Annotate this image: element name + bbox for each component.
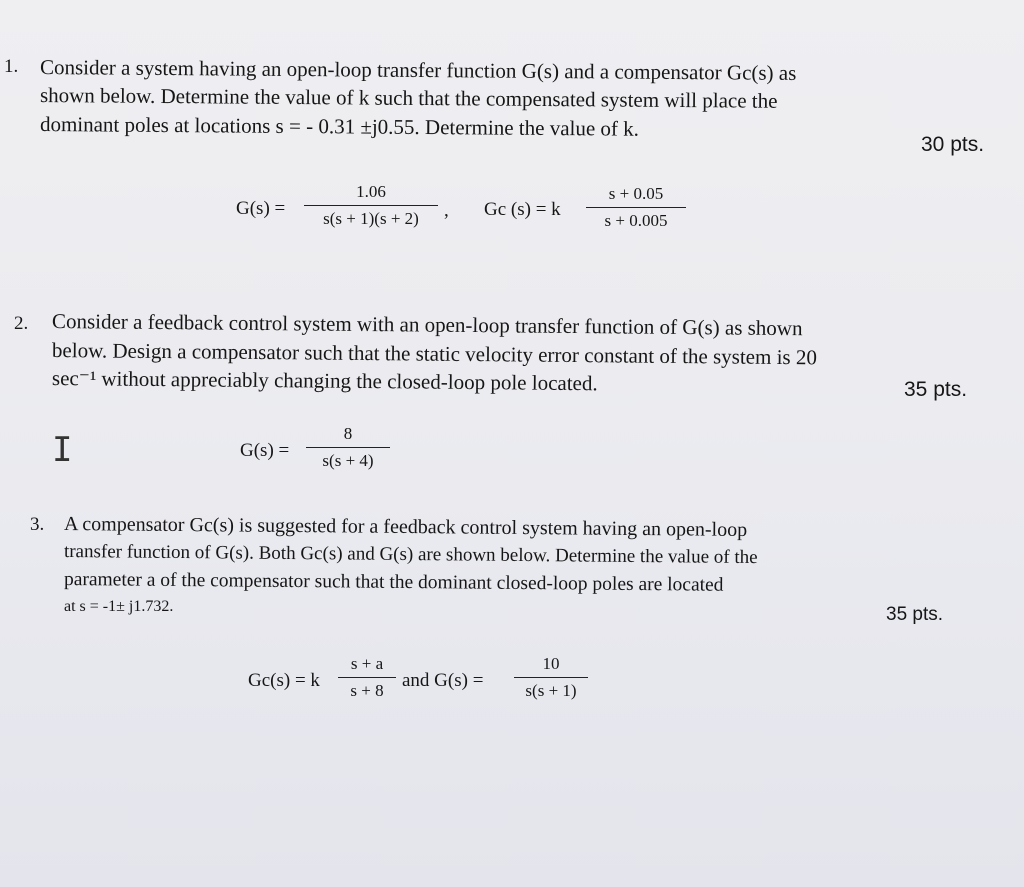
problem-text-line: below. Design a compensator such that the static velocity error constant of the system is 20 <box>51 338 818 370</box>
fraction <box>304 182 438 229</box>
denominator: s(s + 1) <box>525 681 577 700</box>
problem-text-line: sec⁻¹ without appreciably changing the closed-loop pole located. <box>51 366 598 396</box>
problem-number: 3. <box>30 514 45 535</box>
problem-text-line: Consider a feedback control system with an open-loop transfer function of G(s) as shown <box>51 309 803 341</box>
problem-text-line: A compensator Gc(s) is suggested for a feedback control system having an open-loop <box>63 513 748 541</box>
equation-lhs: and G(s) = <box>402 670 484 691</box>
problem-text-line: parameter a of the compensator such that the dominant closed-loop poles are located <box>63 569 724 596</box>
denominator: s(s + 4) <box>322 451 374 470</box>
problem-text-line: transfer function of G(s). Both Gc(s) and G(s) are shown below. Determine the value of the <box>63 541 758 569</box>
fraction <box>338 654 396 701</box>
problem-text-line: Consider a system having an open-loop transfer function G(s) and a compensator Gc(s) as <box>39 55 797 85</box>
fraction <box>586 184 686 231</box>
numerator: 1.06 <box>304 182 438 206</box>
text-cursor-icon: I <box>52 430 73 470</box>
problem-text-line: dominant poles at locations s = - 0.31 ±j0.55. Determine the value of k. <box>39 112 640 141</box>
denominator: s(s + 1)(s + 2) <box>323 209 419 228</box>
points-label: 30 pts. <box>921 133 985 156</box>
equation-lhs: Gc(s) = k <box>248 670 320 691</box>
fraction <box>514 654 588 701</box>
points-label: 35 pts. <box>886 604 944 625</box>
equation-lhs: G(s) = <box>240 440 290 461</box>
numerator: 10 <box>514 654 588 678</box>
problem-text-line: at s = -1± j1.732. <box>64 598 174 615</box>
problem-number: 2. <box>14 313 29 334</box>
fraction <box>306 424 390 471</box>
numerator: 8 <box>306 424 390 448</box>
separator: , <box>444 200 449 221</box>
equation-lhs: Gc (s) = k <box>484 199 561 220</box>
problem-text-line: shown below. Determine the value of k such that the compensated system will place the <box>39 83 778 113</box>
numerator: s + 0.05 <box>586 184 686 208</box>
denominator: s + 0.005 <box>604 211 668 230</box>
problem-number: 1. <box>4 56 19 77</box>
denominator: s + 8 <box>350 681 384 700</box>
numerator: s + a <box>338 654 396 678</box>
equation-lhs: G(s) = <box>236 198 286 219</box>
points-label: 35 pts. <box>904 378 968 401</box>
